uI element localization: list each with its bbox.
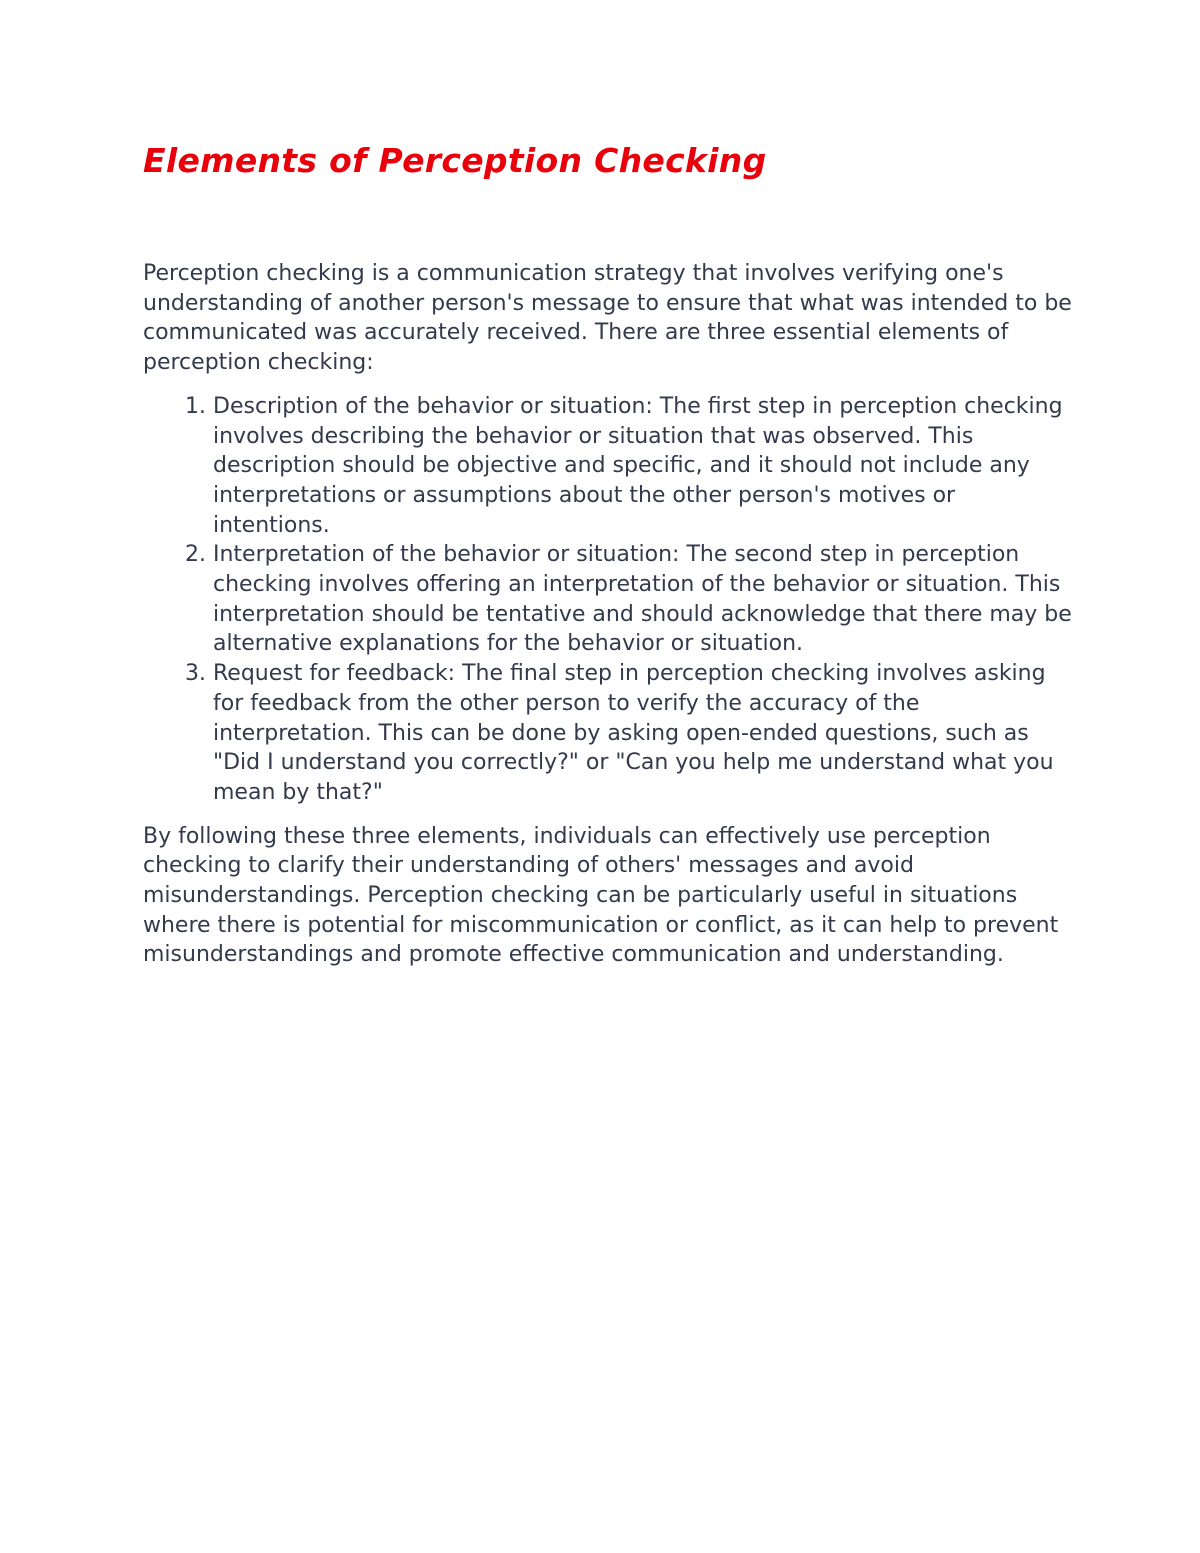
intro-paragraph: Perception checking is a communication strategy that involves verifying one's understanding of another person's message to ensure that what was intended to be communicated was accurately received. There are three essential elements of perception checking:	[143, 261, 1072, 376]
list-item-interpretation: 2. Interpretation of the behavior or situation: The second step in perception checking involves offering an interpretation of the behavior or situation. This interpretation should be tentative and should acknowledge that there may be alternative explanations for the behavior or situation.	[213, 540, 1073, 659]
document-body	[143, 138, 1073, 970]
list-item-feedback-request: 3. Request for feedback: The final step in perception checking involves asking for feedback from the other person to verify the accuracy of the interpretation. This can be done by asking open-ended questions, such as "Did I understand you correctly?" or "Can you help me understand what you mean by that?"	[213, 659, 1073, 808]
list-item-description: 1. Description of the behavior or situation: The first step in perception checking involves describing the behavior or situation that was observed. This description should be objective and specific, and it should not include any interpretations or assumptions about the other person's motives or intentions.	[213, 392, 1073, 541]
document-title: Elements of Perception Checking	[143, 141, 767, 180]
elements-list	[143, 392, 1073, 808]
conclusion-paragraph: By following these three elements, individuals can effectively use perception checking to clarify their understanding of others' messages and avoid misunderstandings. Perception checking can be particularly useful in situations where there is potential for miscommunication or conflict, as it can help to prevent misunderstandings and promote effective communication and understanding.	[143, 823, 1059, 968]
